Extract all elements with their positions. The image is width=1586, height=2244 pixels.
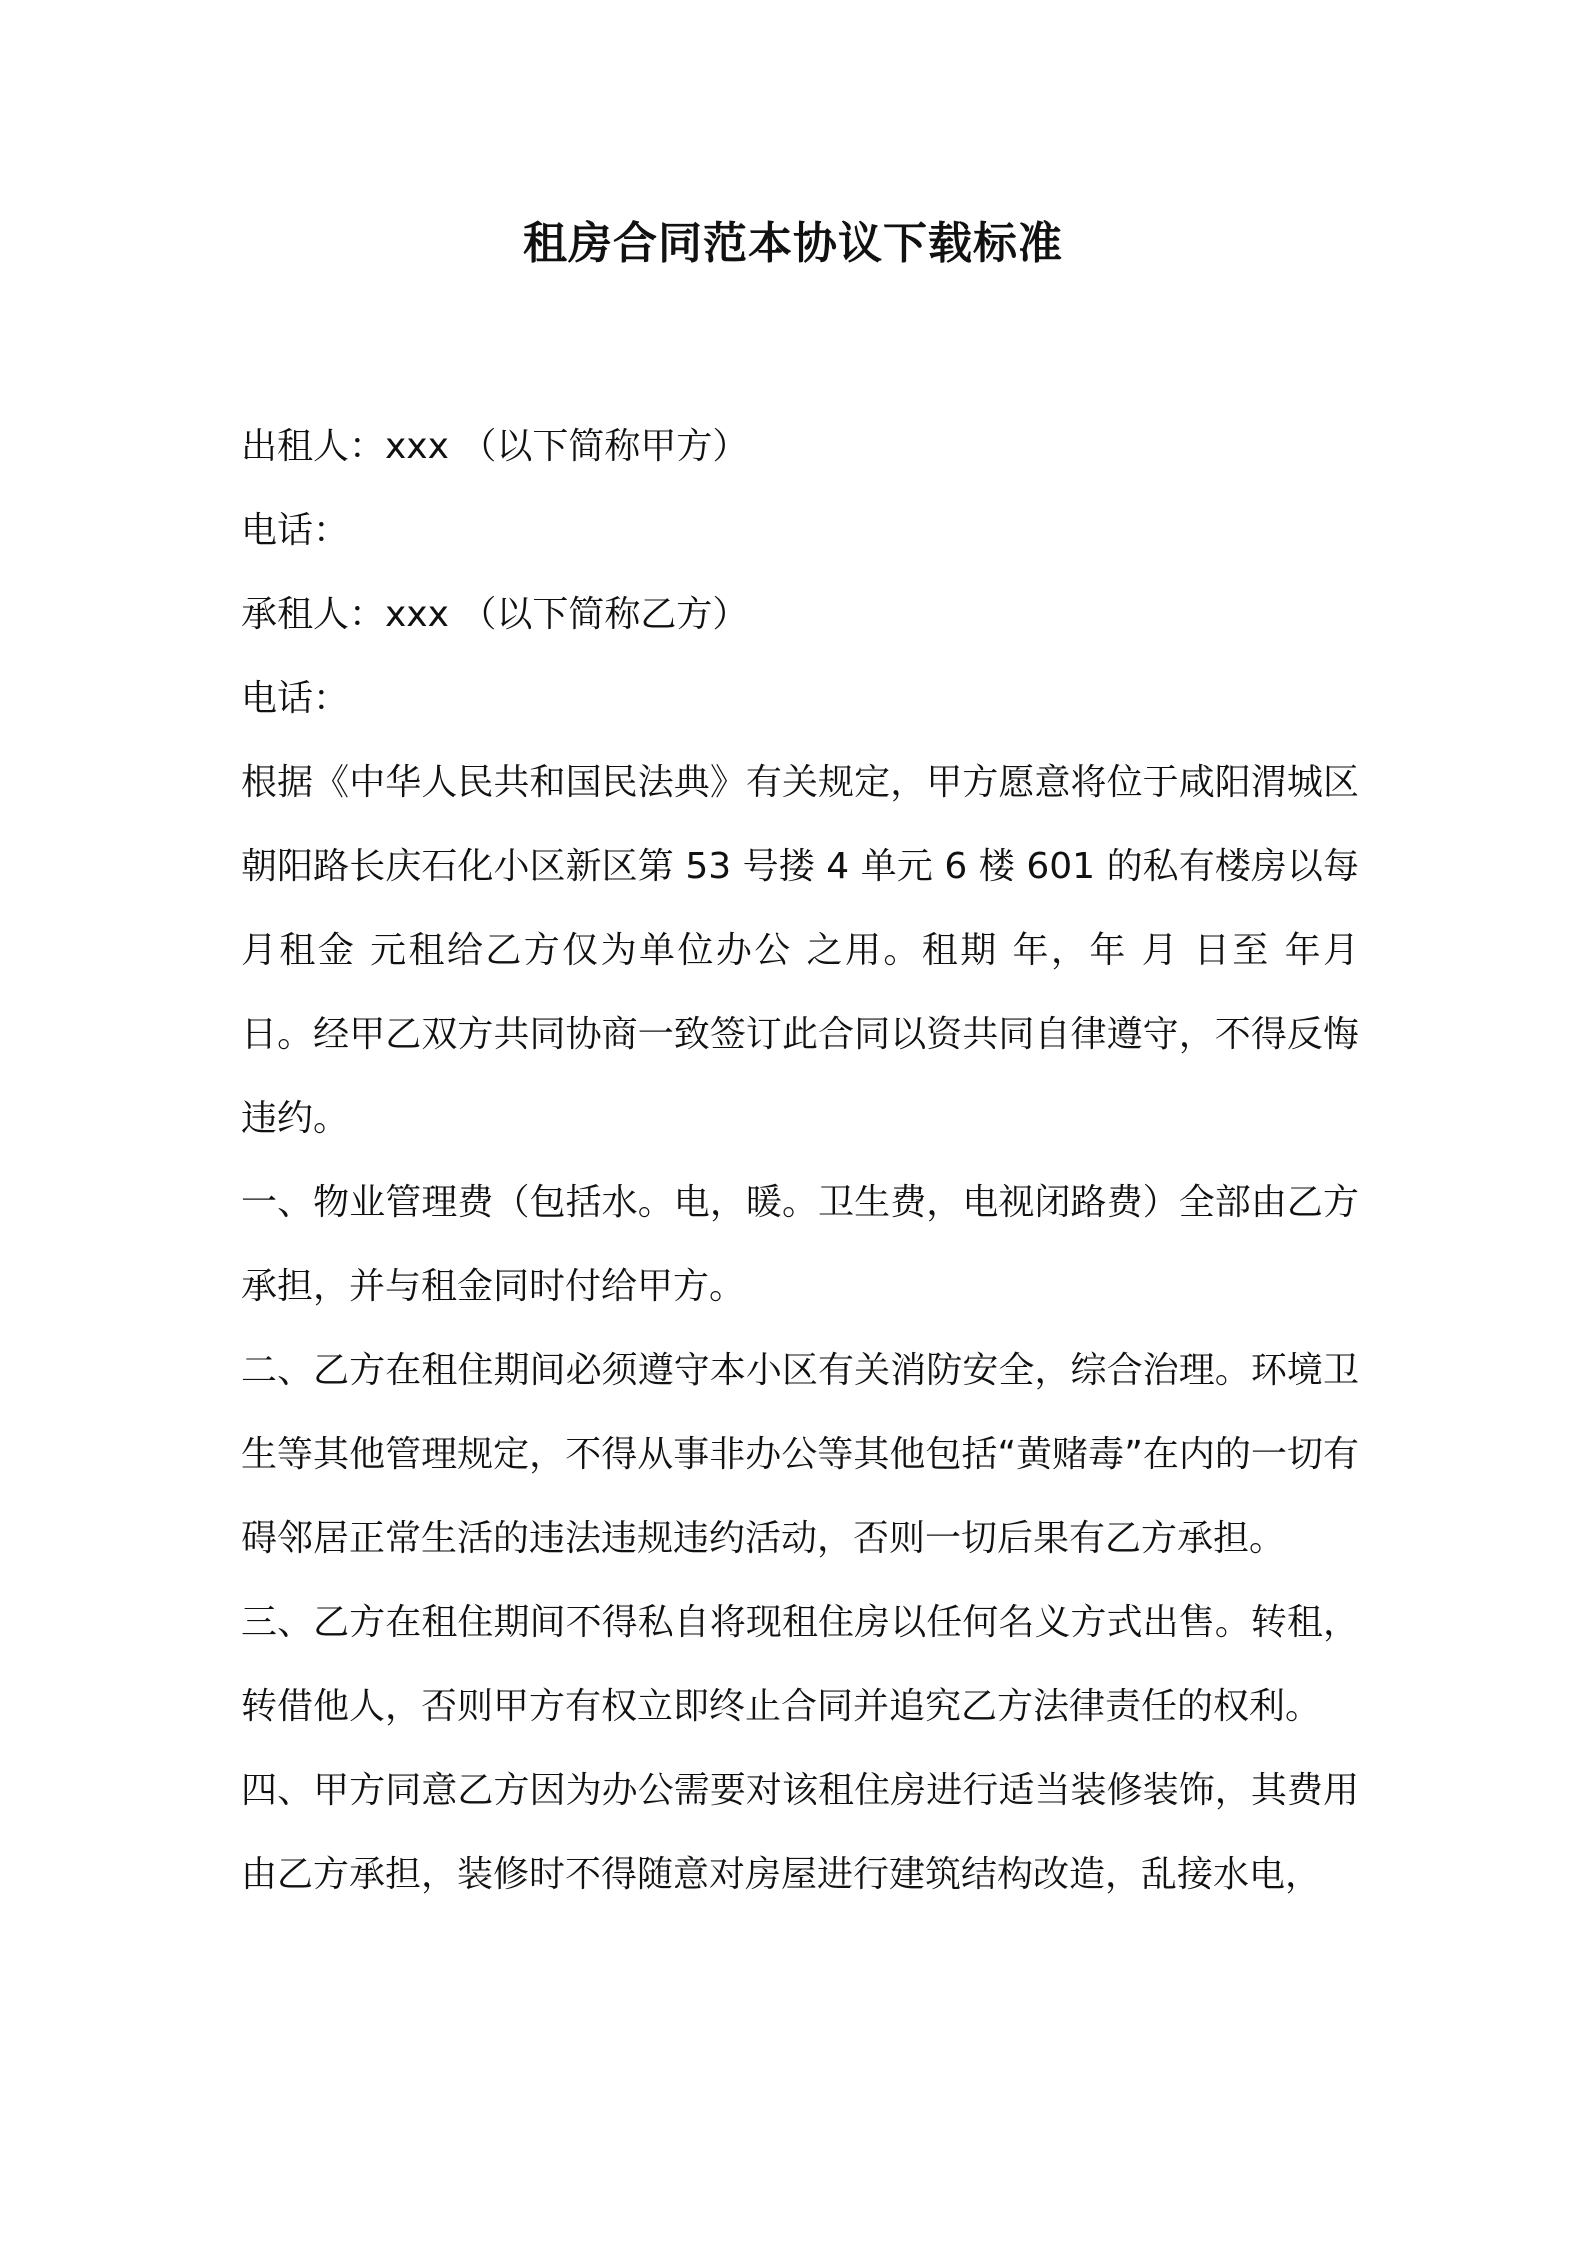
lessee-line: 承租人：xxx （以下简称乙方） xyxy=(241,594,749,635)
clause-2-paragraph: 二、乙方在租住期间必须遵守本小区有关消防安全，综合治理。环境卫生等其他管理规定，不得从事非办公等其他包括“黄赌毒”在内的一切有碍邻居正常生活的违法违规违约活动，否则一切后果有乙方承担。 xyxy=(241,1350,1359,1559)
preamble-paragraph: 根据《中华人民共和国民法典》有关规定，甲方愿意将位于咸阳渭城区朝阳路长庆石化小区新区第 53 号搂 4 单元 6 楼 601 的私有楼房以每月租金 元租给乙方仅为单位办公 之用。租期 年，年 月 日至 年月 日。经甲乙双方共同协商一致签订此合同以资共同自律遵守，不得反悔违约。 xyxy=(241,762,1359,1139)
clause-4-paragraph: 四、甲方同意乙方因为办公需要对该租住房进行适当装修装饰，其费用由乙方承担，装修时不得随意对房屋进行建筑结构改造，乱接水电， xyxy=(241,1770,1359,1895)
document-title: 租房合同范本协议下载标准 xyxy=(523,218,1063,269)
lessor-phone-line: 电话： xyxy=(241,510,350,551)
lessee-phone-line: 电话： xyxy=(241,678,350,719)
lessor-line: 出租人：xxx （以下简称甲方） xyxy=(241,426,749,467)
document-body xyxy=(241,405,1359,1917)
clause-1-paragraph: 一、物业管理费（包括水。电，暖。卫生费，电视闭路费）全部由乙方承担，并与租金同时付给甲方。 xyxy=(241,1182,1359,1307)
clause-3-paragraph: 三、乙方在租住期间不得私自将现租住房以任何名义方式出售。转租，转借他人，否则甲方有权立即终止合同并追究乙方法律责任的权利。 xyxy=(241,1602,1359,1727)
